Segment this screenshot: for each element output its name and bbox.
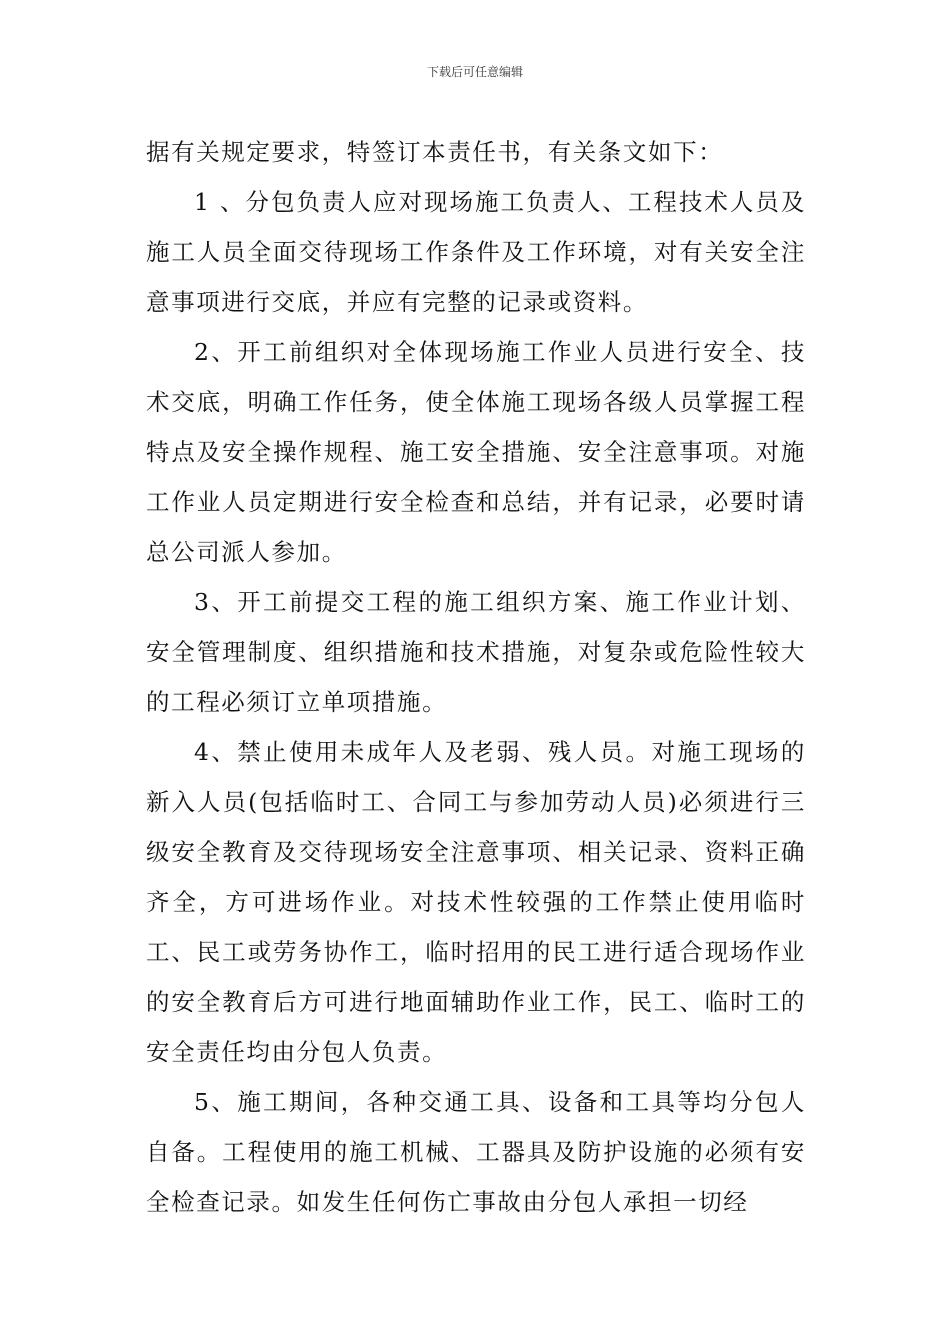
paragraph-clause-4: 4、禁止使用未成年人及老弱、残人员。对施工现场的新入人员(包括临时工、合同工与参加劳动人员)必须进行三级安全教育及交待现场安全注意事项、相关记录、资料正确齐全，方可进场作业。对技术性较强的工作禁止使用临时工、民工或劳务协作工，临时招用的民工进行适合现场作业的安全教育后方可进行地面辅助作业工作，民工、临时工的安全责任均由分包人负责。 [146, 738, 806, 1066]
paragraph-clause-2: 2、开工前组织对全体现场施工作业人员进行安全、技术交底，明确工作任务，使全体施工现场各级人员掌握工程特点及安全操作规程、施工安全措施、安全注意事项。对施工作业人员定期进行安全检查和总结，并有记录，必要时请总公司派人参加。 [146, 338, 806, 566]
paragraph-clause-3: 3、开工前提交工程的施工组织方案、施工作业计划、安全管理制度、组织措施和技术措施，对复杂或危险性较大的工程必须订立单项措施。 [146, 588, 806, 716]
document-body [146, 127, 806, 1227]
paragraph-clause-1: 1 、分包负责人应对现场施工负责人、工程技术人员及施工人员全面交待现场工作条件及工作环境，对有关安全注意事项进行交底，并应有完整的记录或资料。 [146, 188, 806, 316]
page-header: 下载后可任意编辑 [426, 65, 523, 79]
paragraph-clause-5: 5、施工期间，各种交通工具、设备和工具等均分包人自备。工程使用的施工机械、工器具及防护设施的必须有安全检查记录。如发生任何伤亡事故由分包人承担一切经 [146, 1088, 806, 1216]
paragraph-intro: 据有关规定要求，特签订本责任书，有关条文如下： [146, 138, 724, 166]
